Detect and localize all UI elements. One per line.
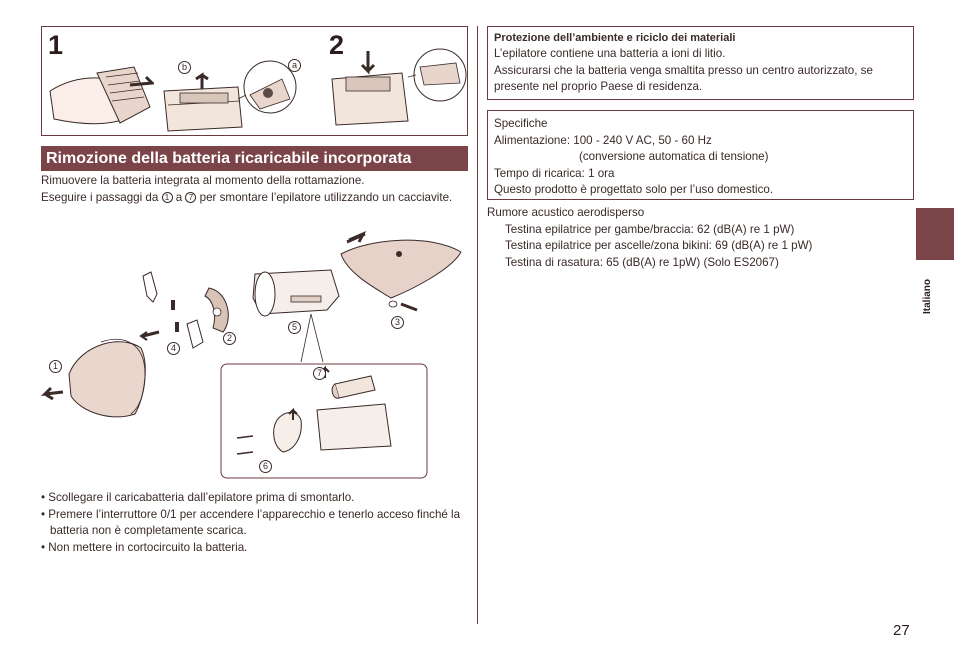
callout-5: 5 <box>288 321 301 334</box>
exploded-view-illustration <box>41 224 468 480</box>
spec-power: Alimentazione: 100 - 240 V AC, 50 - 60 Hz <box>494 133 712 147</box>
environment-line-1: L’epilatore contiene una batteria a ioni di litio. <box>494 47 726 60</box>
notes-list <box>41 490 468 556</box>
note-item: • Non mettere in cortocircuito la batteria. <box>41 540 248 554</box>
spec-title: Specifiche <box>494 117 548 130</box>
intro-text <box>41 173 468 206</box>
callout-4: 4 <box>167 342 180 355</box>
callout-6: 6 <box>259 460 272 473</box>
spec-power-note: (conversione automatica di tensione) <box>579 150 769 163</box>
intro-line-1: Rimuovere la batteria integrata al momento della rottamazione. <box>41 174 365 187</box>
disassembly-diagram <box>41 224 468 480</box>
language-label: Italiano <box>922 278 933 314</box>
noise-section <box>487 205 914 271</box>
intro-line-2: Eseguire i passaggi da 1 a 7 per smontare l’epilatore utilizzando un cacciavite. <box>41 190 453 204</box>
figure-steps-1-2 <box>41 26 468 136</box>
section-heading: Rimozione della batteria ricaricabile incorporata <box>41 146 468 171</box>
illustration-step-1 <box>42 27 469 137</box>
spec-charge-time: Tempo di ricarica: 1 ora <box>494 166 615 180</box>
step-number-2: 2 <box>329 30 345 60</box>
specifications-box <box>487 110 914 200</box>
step-ref-from: 1 <box>162 192 173 203</box>
page-number: 27 <box>893 622 910 639</box>
note-item: • Premere l’interruttore 0/1 per accendere l’apparecchio e tenerlo acceso finché la batteria non è completamente scarica. <box>41 507 461 537</box>
environment-line-2: Assicurarsi che la batteria venga smaltita presso un centro autorizzato, se presente nel proprio Paese di residenza. <box>494 63 873 93</box>
noise-title: Rumore acustico aerodisperso <box>487 206 645 219</box>
callout-2: 2 <box>223 332 236 345</box>
step-number-1: 1 <box>48 30 64 60</box>
language-tab-marker <box>916 208 954 260</box>
callout-b: b <box>178 61 191 74</box>
column-divider <box>477 26 478 624</box>
noise-item: Testina di rasatura: 65 (dB(A) re 1pW) (Solo ES2067) <box>505 255 779 269</box>
noise-item: Testina epilatrice per gambe/braccia: 62 (dB(A) re 1 pW) <box>505 222 795 236</box>
callout-1: 1 <box>49 360 62 373</box>
environment-title: Protezione dell’ambiente e riciclo dei materiali <box>494 32 736 44</box>
callout-a: a <box>288 59 301 72</box>
environment-box <box>487 26 914 100</box>
spec-domestic-use: Questo prodotto è progettato solo per l’uso domestico. <box>494 183 774 196</box>
noise-item: Testina epilatrice per ascelle/zona bikini: 69 (dB(A) re 1 pW) <box>505 239 813 252</box>
callout-3: 3 <box>391 316 404 329</box>
step-ref-to: 7 <box>185 192 196 203</box>
callout-7: 7 <box>313 367 326 380</box>
note-item: • Scollegare il caricabatteria dall’epilatore prima di smontarlo. <box>41 491 355 504</box>
